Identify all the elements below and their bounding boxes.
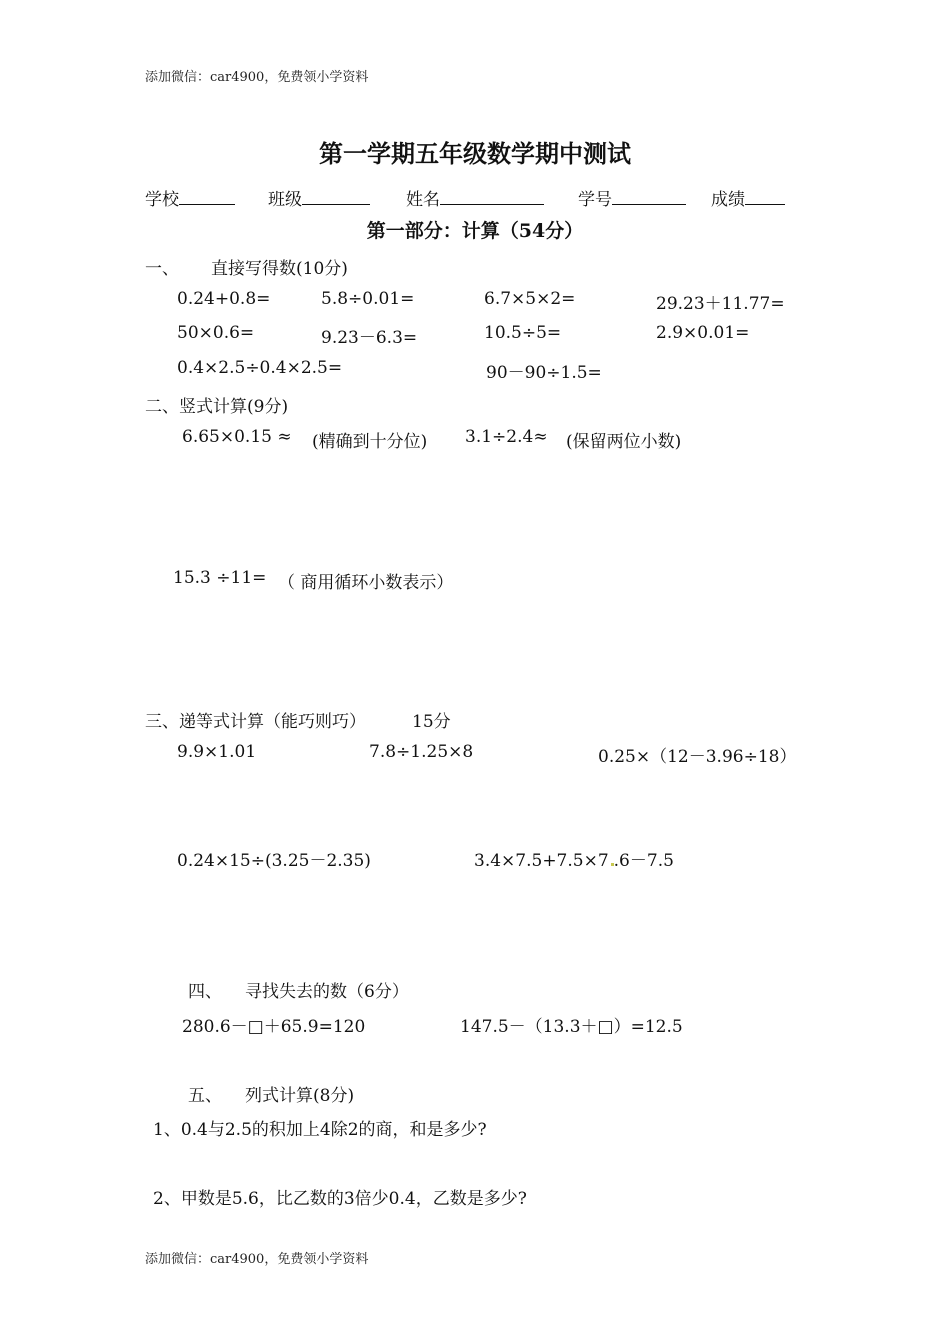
- field-class: [268, 185, 370, 210]
- problem: 0.24×15÷(3.25－2.35): [177, 851, 371, 871]
- problem: 9.9×1.01: [177, 742, 257, 762]
- section1-heading: 直接写得数(10分): [211, 259, 348, 279]
- part-title: 第一部分：计算（54分）: [366, 220, 584, 242]
- problem: 0.24+0.8=: [177, 289, 271, 309]
- section3-score: 15分: [412, 712, 451, 732]
- section5-heading: 列式计算(8分): [245, 1086, 355, 1106]
- word-problem: 1、0.4与2.5的积加上4除2的商，和是多少?: [153, 1120, 487, 1140]
- problem-note: (精确到十分位): [312, 432, 428, 452]
- problem: 0.25×（12－3.96÷18）: [598, 747, 797, 767]
- problem: 9.23－6.3=: [321, 328, 418, 348]
- problem: 147.5－（13.3＋□）=12.5: [460, 1017, 683, 1037]
- problem: 6.7×5×2=: [484, 289, 576, 309]
- field-name-label: 姓名: [406, 190, 440, 210]
- problem: 29.23＋11.77=: [656, 294, 785, 314]
- problem: 90－90÷1.5=: [486, 363, 602, 383]
- problem: 3.1÷2.4≈: [465, 427, 548, 447]
- word-problem: 2、甲数是5.6，比乙数的3倍少0.4，乙数是多少?: [153, 1189, 527, 1209]
- section3-heading: 三、递等式计算（能巧则巧）: [145, 712, 366, 732]
- field-number: [578, 185, 686, 210]
- field-number-label: 学号: [578, 190, 612, 210]
- section5-heading-num: 五、: [188, 1086, 222, 1106]
- problem-note: (保留两位小数): [566, 432, 682, 452]
- section4-heading: 寻找失去的数（6分）: [245, 982, 409, 1002]
- field-school: [145, 185, 235, 210]
- field-school-label: 学校: [145, 190, 179, 210]
- field-name: [406, 185, 544, 210]
- problem: 15.3 ÷11=: [173, 568, 267, 588]
- problem-part: 3.4×7.5+7.5×7: [474, 851, 609, 871]
- field-score: [711, 185, 785, 210]
- problem: [474, 846, 674, 871]
- problem: 50×0.6=: [177, 323, 255, 343]
- problem-part: .6－7.5: [613, 851, 674, 871]
- section4-heading-num: 四、: [188, 982, 222, 1002]
- problem: 0.4×2.5÷0.4×2.5=: [177, 358, 343, 378]
- problem: 10.5÷5=: [484, 323, 562, 343]
- problem: 6.65×0.15 ≈: [182, 427, 292, 447]
- header-note: 添加微信：car4900，免费领小学资料: [145, 70, 369, 85]
- field-class-label: 班级: [268, 190, 302, 210]
- footer-note: 添加微信：car4900，免费领小学资料: [145, 1252, 369, 1267]
- page-title: 第一学期五年级数学期中测试: [319, 139, 631, 168]
- field-score-label: 成绩: [711, 190, 745, 210]
- section2-heading: 二、竖式计算(9分): [145, 397, 289, 417]
- problem: 5.8÷0.01=: [321, 289, 415, 309]
- problem: 7.8÷1.25×8: [369, 742, 474, 762]
- problem: 280.6－□＋65.9=120: [182, 1017, 366, 1037]
- problem-note: （ 商用循环小数表示）: [278, 573, 454, 593]
- section1-heading-num: 一、: [145, 259, 179, 279]
- problem: 2.9×0.01=: [656, 323, 750, 343]
